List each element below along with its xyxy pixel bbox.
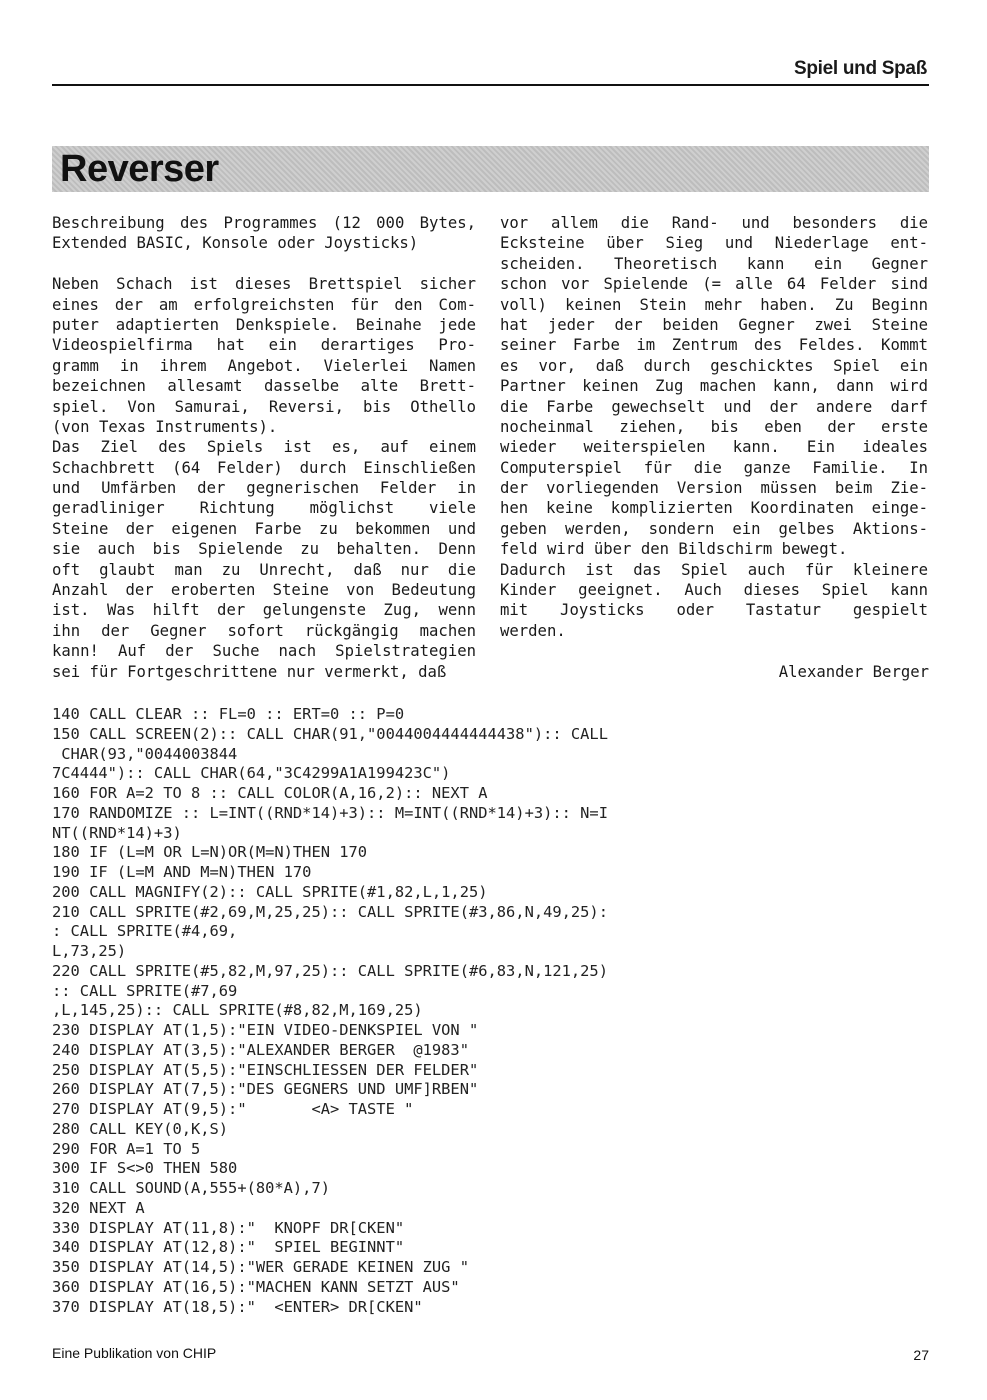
code-line: L,73,25) <box>52 942 127 960</box>
text-line: Kinder geeignet. Auch dieses Spiel kann <box>500 581 928 600</box>
text-line: hat jeder der beiden Gegner zwei Steine <box>500 315 928 334</box>
code-line: 230 DISPLAY AT(1,5):"EIN VIDEO-DENKSPIEL VON " <box>52 1021 479 1039</box>
text-line: Ecksteine über Sieg und Niederlage ent- <box>500 234 928 253</box>
text-line: hen keine komplizierten Koordinaten einge- <box>500 499 928 518</box>
text-line: oft glaubt man zu Unrecht, daß nur die <box>52 560 476 579</box>
text-line: Partner keinen Zug machen kann, dann wird <box>500 377 928 396</box>
text-line: Neben Schach ist dieses Brettspiel sicher <box>52 275 476 294</box>
code-line: 270 DISPLAY AT(9,5):" <A> TASTE " <box>52 1100 414 1118</box>
code-line: 360 DISPLAY AT(16,5):"MACHEN KANN SETZT AUS" <box>52 1277 460 1296</box>
text-line: (von Texas Instruments). <box>52 417 278 436</box>
code-line: 280 CALL KEY(0,K,S) <box>52 1119 229 1138</box>
text-line: geradliniger Richtung möglichst viele <box>52 499 476 518</box>
text-line: Videospielfirma hat ein derartiges Pro- <box>52 336 476 355</box>
text-line: ihn der Gegner sofort rückgängig machen <box>52 621 476 640</box>
code-line: : CALL SPRITE(#4,69, <box>52 922 238 941</box>
section-label: Spiel und Spaß <box>793 58 927 79</box>
code-line: 180 IF (L=M OR L=N)OR(M=N)THEN 170 <box>52 843 368 862</box>
text-line: die Farbe gewechselt und der andere darf <box>500 397 928 416</box>
text-line: sei für Fortgeschrittene nur vermerkt, daß <box>52 662 447 681</box>
text-line: seiner Farbe im Zentrum des Feldes. Kommt <box>500 336 928 355</box>
code-listing <box>52 705 608 1317</box>
code-line: 200 CALL MAGNIFY(2):: CALL SPRITE(#1,82,L,1,25) <box>52 882 488 901</box>
text-line: geben werden, sondern ein gelbes Aktions- <box>500 519 928 538</box>
text-line: Dadurch ist das Spiel auch für kleinere <box>500 560 928 579</box>
header-rule <box>52 84 929 86</box>
code-line: 370 DISPLAY AT(18,5):" <ENTER> DR[CKEN" <box>52 1297 423 1316</box>
text-line: nocheinmal ziehen, bis eben der erste <box>500 417 928 436</box>
text-line: feld wird über den Bildschirm bewegt. <box>500 540 848 559</box>
text-line: Extended BASIC, Konsole oder Joysticks) <box>52 234 419 253</box>
text-line: werden. <box>500 621 566 640</box>
text-line: kann! Auf der Suche nach Spielstrategien <box>52 642 476 661</box>
code-line: 190 IF (L=M AND M=N)THEN 170 <box>52 863 312 881</box>
code-line: 310 CALL SOUND(A,555+(80*A),7) <box>52 1179 330 1197</box>
text-line: eines der am erfolgreichsten für den Com- <box>52 295 476 314</box>
text-line <box>52 254 476 274</box>
text-line: Steine der eigenen Farbe zu bekommen und <box>52 519 476 538</box>
article-title: Reverser <box>60 148 219 190</box>
text-line: ist. Was hilft der gelungenste Zug, wenn <box>52 601 476 620</box>
text-line: mit Joysticks oder Tastatur gespielt <box>500 601 928 620</box>
author: Alexander Berger <box>778 663 929 681</box>
code-line: 210 CALL SPRITE(#2,69,M,25,25):: CALL SPRITE(#3,86,N,49,25): <box>52 902 608 921</box>
code-line: 330 DISPLAY AT(11,8):" KNOPF DR[CKEN" <box>52 1218 405 1237</box>
code-line: NT((RND*14)+3) <box>52 823 182 842</box>
code-line: 350 DISPLAY AT(14,5):"WER GERADE KEINEN ZUG " <box>52 1258 469 1276</box>
text-line: sie auch bis Spielende zu behalten. Denn <box>52 540 476 559</box>
code-line: 300 IF S<>0 THEN 580 <box>52 1159 238 1178</box>
code-line: 170 RANDOMIZE :: L=INT((RND*14)+3):: M=INT((RND*14)+3):: N=I <box>52 803 608 822</box>
text-line: wieder weiterspielen kann. Ein ideales <box>500 438 928 457</box>
right-column <box>500 213 928 641</box>
page-number: 27 <box>913 1347 929 1363</box>
text-line: Beschreibung des Programmes (12 000 Bytes, <box>52 214 476 232</box>
text-line: spiel. Von Samurai, Reversi, bis Othello <box>52 397 476 416</box>
code-line: 320 NEXT A <box>52 1198 145 1217</box>
code-line: CHAR(93,"0044003844 <box>52 744 238 763</box>
text-line: scheiden. Theoretisch kann ein Gegner <box>500 254 928 273</box>
code-line: 220 CALL SPRITE(#5,82,M,97,25):: CALL SPRITE(#6,83,N,121,25) <box>52 961 608 980</box>
text-line: Schachbrett (64 Felder) durch Einschließen <box>52 458 476 477</box>
left-column <box>52 213 476 682</box>
code-line: ,L,145,25):: CALL SPRITE(#8,82,M,169,25) <box>52 1001 423 1020</box>
footer-publisher: Eine Publikation von CHIP <box>52 1345 217 1361</box>
text-line: es vor, daß durch geschicktes Spiel ein <box>500 356 928 375</box>
text-line: Computerspiel für die ganze Familie. In <box>500 458 928 477</box>
code-line: 340 DISPLAY AT(12,8):" SPIEL BEGINNT" <box>52 1238 405 1257</box>
text-line: voll) keinen Stein mehr haben. Zu Beginn <box>500 295 928 314</box>
code-line: 240 DISPLAY AT(3,5):"ALEXANDER BERGER @1983" <box>52 1040 469 1059</box>
code-line: 290 FOR A=1 TO 5 <box>52 1139 201 1158</box>
text-line: bezeichnen allesamt dasselbe alte Brett- <box>52 377 476 396</box>
text-line: Anzahl der eroberten Steine von Bedeutung <box>52 581 476 600</box>
text-line: puter adaptierten Denkspiele. Beinahe jede <box>52 315 476 334</box>
text-line: gramm in ihrem Angebot. Vielerlei Namen <box>52 356 476 375</box>
code-line: 7C4444"):: CALL CHAR(64,"3C4299A1A199423C") <box>52 764 451 783</box>
code-line: 150 CALL SCREEN(2):: CALL CHAR(91,"0044004444444438"):: CALL <box>52 724 608 743</box>
code-line: 140 CALL CLEAR :: FL=0 :: ERT=0 :: P=0 <box>52 705 405 723</box>
text-line: der vorliegenden Version müssen beim Zie- <box>500 479 928 498</box>
code-line: 260 DISPLAY AT(7,5):"DES GEGNERS UND UMF]RBEN" <box>52 1080 479 1099</box>
code-line: 160 FOR A=2 TO 8 :: CALL COLOR(A,16,2):: NEXT A <box>52 784 488 802</box>
text-line: vor allem die Rand- und besonders die <box>500 214 928 232</box>
code-line: :: CALL SPRITE(#7,69 <box>52 981 238 1000</box>
text-line: und Umfärben der gegnerischen Felder in <box>52 479 476 498</box>
text-line: schon vor Spielende (= alle 64 Felder sind <box>500 275 928 294</box>
text-line: Das Ziel des Spiels ist es, auf einem <box>52 438 476 457</box>
code-line: 250 DISPLAY AT(5,5):"EINSCHLIESSEN DER FELDER" <box>52 1060 479 1079</box>
